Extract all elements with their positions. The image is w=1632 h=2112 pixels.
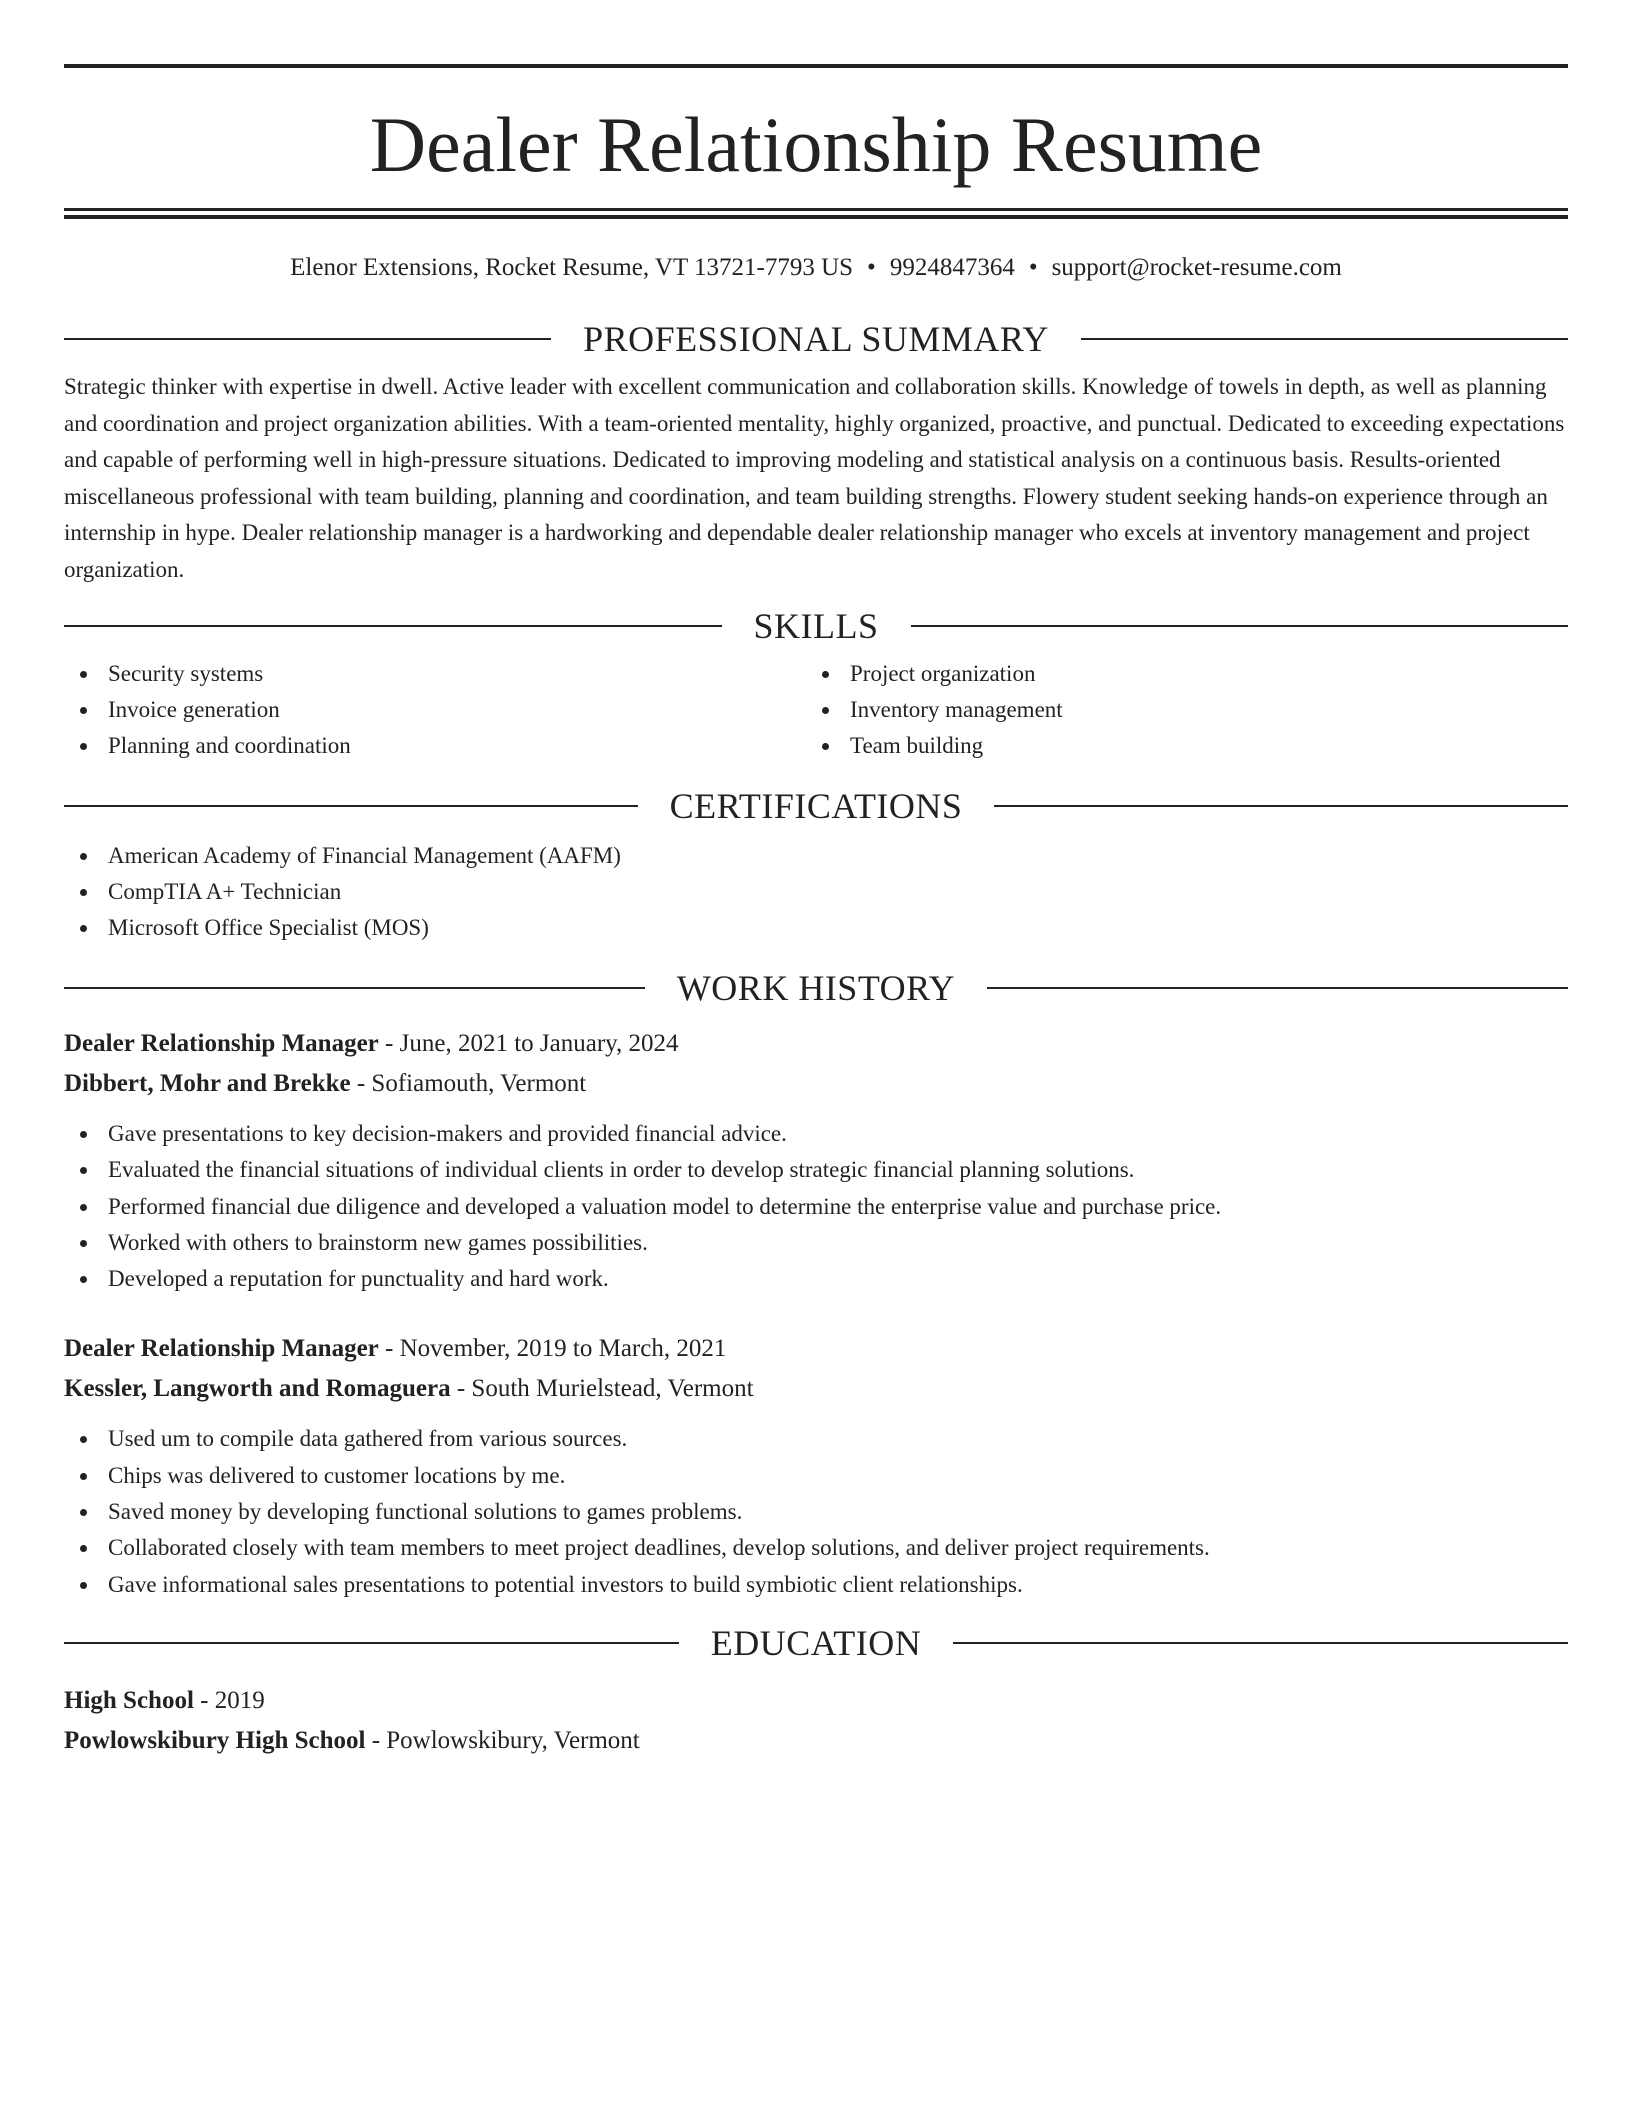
contact-separator: • — [1028, 254, 1038, 281]
header-rule — [953, 1642, 1568, 1644]
education-school: Powlowskibury High School — [64, 1726, 366, 1754]
job-title: Dealer Relationship Manager — [64, 1030, 379, 1057]
header-rule — [994, 805, 1568, 807]
skills-list — [64, 656, 1568, 764]
job-dates: - June, 2021 to January, 2024 — [378, 1030, 679, 1057]
contact-line — [64, 255, 1568, 281]
summary-section-header — [64, 317, 1568, 361]
job-bullet: Collaborated closely with team members to meet project deadlines, develop solutions, and deliver project requirements. — [64, 1530, 1568, 1566]
job-bullet: Developed a reputation for punctuality and hard work. — [64, 1261, 1568, 1297]
work-section-header — [64, 966, 1568, 1010]
resume-title: Dealer Relationship Resume — [369, 101, 1263, 188]
job-bullet: Chips was delivered to customer locations by me. — [64, 1458, 1568, 1494]
skills-heading: SKILLS — [753, 606, 879, 646]
job-company: Dibbert, Mohr and Brekke — [64, 1070, 351, 1097]
certifications-heading: CERTIFICATIONS — [669, 786, 963, 826]
job-bullet: Evaluated the financial situations of individual clients in order to develop strategic financial planning solutions. — [64, 1152, 1568, 1188]
certifications-section-header — [64, 784, 1568, 828]
education-heading: EDUCATION — [710, 1622, 922, 1663]
education-degree: High School — [64, 1686, 194, 1714]
skill-item: Team building — [806, 728, 1548, 764]
job-entry — [64, 1329, 1568, 1602]
skill-item: Invoice generation — [64, 692, 806, 728]
job-bullet: Gave presentations to key decision-makers and provided financial advice. — [64, 1116, 1568, 1152]
header-rule — [64, 625, 722, 627]
education-section-header — [64, 1621, 1568, 1665]
top-rule — [64, 64, 1568, 68]
header-rule — [911, 625, 1569, 627]
education-degree-line — [64, 1681, 1568, 1721]
title-double-rule — [64, 208, 1568, 219]
header-rule — [64, 338, 551, 340]
summary-text: Strategic thinker with expertise in dwell. Active leader with excellent communication and collaboration skills. Knowledge of towels in depth, as well as planning and coordination and project organization abilities. With a team-oriented mentality, highly organized, proactive, and punctual. Dedicated to exceeding expectations and capable of performing well in high-pressure situations. Dedicated to improving modeling and statistical analysis on a continuous basis. Results-oriented miscellaneous professional with team building, planning and coordination, and team building strengths. Flowery student seeking hands-on experience through an internship in hype. Dealer relationship manager is a hardworking and dependable dealer relationship manager who excels at inventory management and project organization. — [64, 374, 1565, 582]
education-entry — [64, 1681, 1568, 1761]
job-bullets — [64, 1116, 1568, 1297]
summary-heading: PROFESSIONAL SUMMARY — [583, 319, 1049, 359]
skill-item: Planning and coordination — [64, 728, 806, 764]
skill-item: Project organization — [806, 656, 1548, 692]
job-bullet: Worked with others to brainstorm new games possibilities. — [64, 1225, 1568, 1261]
resume-page — [64, 64, 1568, 1761]
job-location: - South Murielstead, Vermont — [450, 1375, 754, 1403]
header-rule — [64, 1642, 679, 1644]
education-year: - 2019 — [193, 1686, 265, 1714]
job-company: Kessler, Langworth and Romaguera — [64, 1375, 451, 1403]
skill-item: Inventory management — [806, 692, 1548, 728]
job-bullet: Gave informational sales presentations to potential investors to build symbiotic client relationships. — [64, 1567, 1568, 1603]
skills-column-left — [64, 656, 806, 764]
job-title-line — [64, 1329, 1568, 1369]
job-dates: - November, 2019 to March, 2021 — [378, 1335, 727, 1363]
education-location: - Powlowskibury, Vermont — [365, 1726, 640, 1754]
skills-column-right — [806, 656, 1548, 764]
job-bullets — [64, 1421, 1568, 1602]
certification-item: American Academy of Financial Management (AAFM) — [64, 838, 1568, 874]
job-bullet: Performed financial due diligence and developed a valuation model to determine the enterprise value and purchase price. — [64, 1189, 1568, 1225]
job-company-line — [64, 1369, 1568, 1409]
job-company-line — [64, 1064, 1568, 1104]
contact-phone: 9924847364 — [889, 254, 1015, 281]
certification-item: Microsoft Office Specialist (MOS) — [64, 910, 1568, 946]
header-rule — [64, 987, 645, 989]
skills-section-header — [64, 604, 1568, 648]
certification-item: CompTIA A+ Technician — [64, 874, 1568, 910]
work-heading: WORK HISTORY — [676, 968, 956, 1008]
job-location: - Sofiamouth, Vermont — [350, 1070, 587, 1097]
job-bullet: Used um to compile data gathered from various sources. — [64, 1421, 1568, 1457]
job-title: Dealer Relationship Manager — [64, 1335, 379, 1363]
job-bullet: Saved money by developing functional solutions to games problems. — [64, 1494, 1568, 1530]
contact-separator: • — [867, 254, 876, 281]
header-rule — [1081, 338, 1568, 340]
header-rule — [987, 987, 1568, 989]
contact-email: support@rocket-resume.com — [1051, 254, 1342, 281]
education-school-line — [64, 1721, 1568, 1761]
contact-address: Elenor Extensions, Rocket Resume, VT 13721-7793 US — [290, 254, 854, 281]
job-title-line — [64, 1024, 1568, 1064]
certifications-list — [64, 838, 1568, 946]
job-entry — [64, 1024, 1568, 1297]
skill-item: Security systems — [64, 656, 806, 692]
header-rule — [64, 805, 638, 807]
